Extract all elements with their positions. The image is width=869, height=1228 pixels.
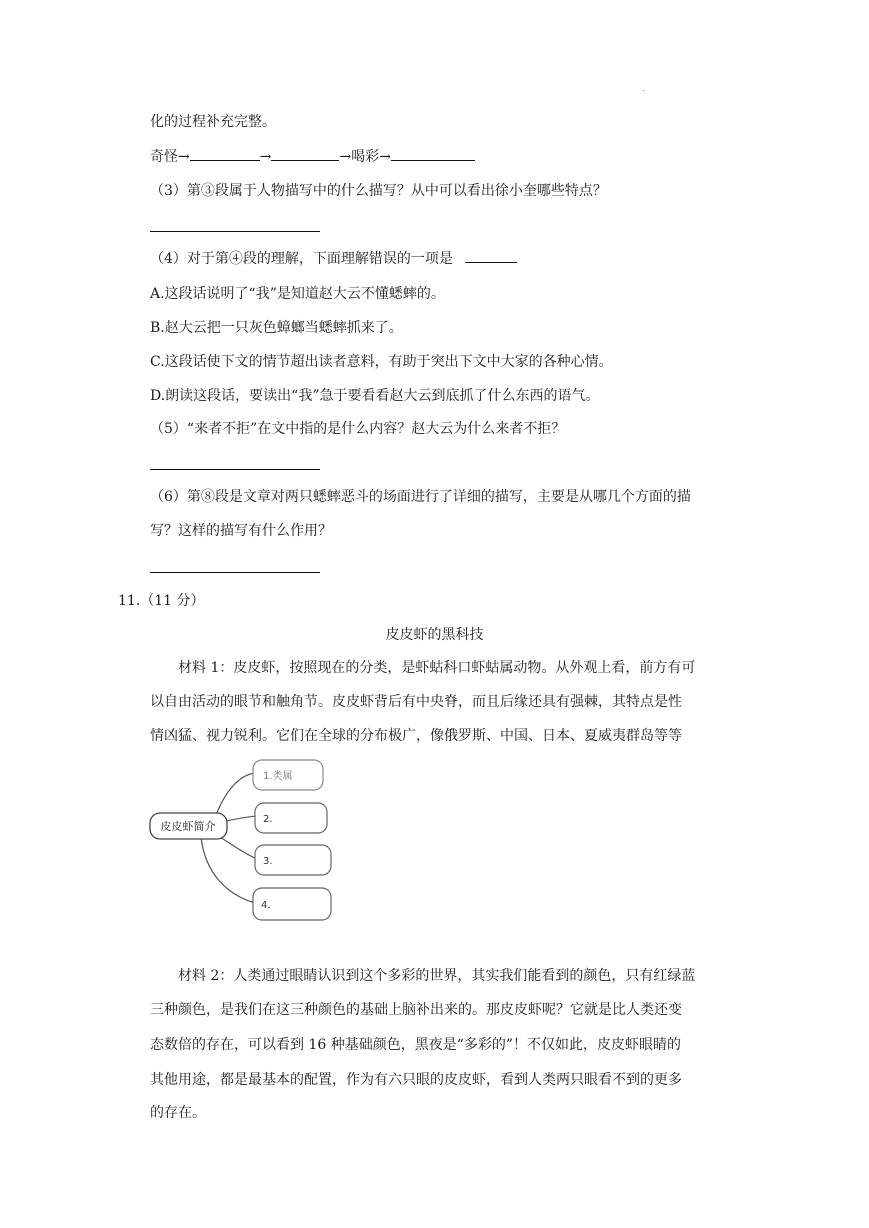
question-6-line-1: （6）第⑧段是文章对两只蟋蟀恶斗的场面进行了详细的描写，主要是从哪几个方面的描 — [150, 489, 691, 505]
q10-intro-tail: 化的过程补充完整。 — [150, 114, 276, 130]
material2-line-5: 的存在。 — [150, 1105, 206, 1121]
question-11-number: 11.（11 分） — [118, 593, 205, 609]
flow-mid: →喝彩→ — [339, 149, 391, 165]
option-b: B.赵大云把一只灰色蟑螂当蟋蟀抓来了。 — [150, 320, 403, 336]
flow-arrow: → — [259, 149, 272, 165]
mindmap-branch-3-label: 3. — [263, 856, 273, 867]
mindmap-branch-4-label: 4. — [261, 900, 271, 911]
passage-title: 皮皮虾的黑科技 — [385, 627, 484, 643]
material2-line-3: 态数倍的存在，可以看到 16 种基础颜色，黑夜是“多彩的”！不仅如此，皮皮虾眼睛的 — [150, 1037, 682, 1053]
material2-line-1: 材料 2：人类通过眼睛认识到这个多彩的世界，其实我们能看到的颜色，只有红绿蓝 — [178, 968, 696, 984]
question-5: （5）“来者不拒”在文中指的是什么内容？赵大云为什么来者不拒？ — [150, 421, 566, 437]
flow-blank-3[interactable] — [391, 146, 475, 161]
option-d: D.朗读这段话，要读出“我”急于要看看赵大云到底抓了什么东西的语气。 — [150, 388, 600, 404]
material1-line-3: 情凶猛、视力锐利。它们在全球的分布极广，像俄罗斯、中国、日本、夏威夷群岛等等 — [150, 728, 682, 744]
flow-start: 奇怪→ — [150, 149, 190, 165]
answer-line-6[interactable] — [150, 572, 320, 573]
question-3: （3）第③段属于人物描写中的什么描写？从中可以看出徐小奎哪些特点？ — [150, 183, 607, 199]
answer-line-5[interactable] — [150, 469, 320, 470]
mindmap-branch-2-label: 2. — [263, 814, 273, 825]
mindmap-branch-1-label: 1.类属 — [263, 771, 293, 782]
question-4-text: （4）对于第④段的理解，下面理解错误的一项是 — [150, 251, 453, 267]
material1-line-2: 以自由活动的眼节和触角节。皮皮虾背后有中央脊，而且后缘还具有强棘，其特点是性 — [150, 694, 682, 710]
flow-blank-1[interactable] — [190, 146, 260, 161]
material2-line-4: 其他用途，都是最基本的配置，作为有六只眼的皮皮虾，看到人类两只眼看不到的更多 — [150, 1072, 682, 1088]
option-c: C.这段话使下文的情节超出读者意料，有助于突出下文中大家的各种心情。 — [150, 354, 613, 370]
material1-line-1: 材料 1：皮皮虾，按照现在的分类，是虾蛄科口虾蛄属动物。从外观上看，前方有可 — [178, 660, 696, 676]
mindmap-connector-1 — [215, 773, 255, 818]
question-6-line-2: 写？这样的描写有什么作用？ — [150, 523, 332, 539]
mindmap-connector-4 — [201, 837, 255, 903]
mindmap-center-label: 皮皮虾简介 — [160, 820, 216, 833]
header-dot: . — [642, 84, 645, 93]
material2-line-2: 三种颜色，是我们在这三种颜色的基础上脑补出来的。那皮皮虾呢？它就是比人类还变 — [150, 1002, 682, 1018]
answer-line-3[interactable] — [150, 231, 320, 232]
answer-blank-4[interactable] — [465, 248, 517, 263]
mindmap-figure — [145, 755, 345, 935]
question-4 — [150, 248, 517, 269]
q10-flow-row — [150, 146, 475, 167]
option-a: A.这段话说明了“我”是知道赵大云不懂蟋蟀的。 — [150, 286, 445, 302]
flow-blank-2[interactable] — [271, 146, 339, 161]
